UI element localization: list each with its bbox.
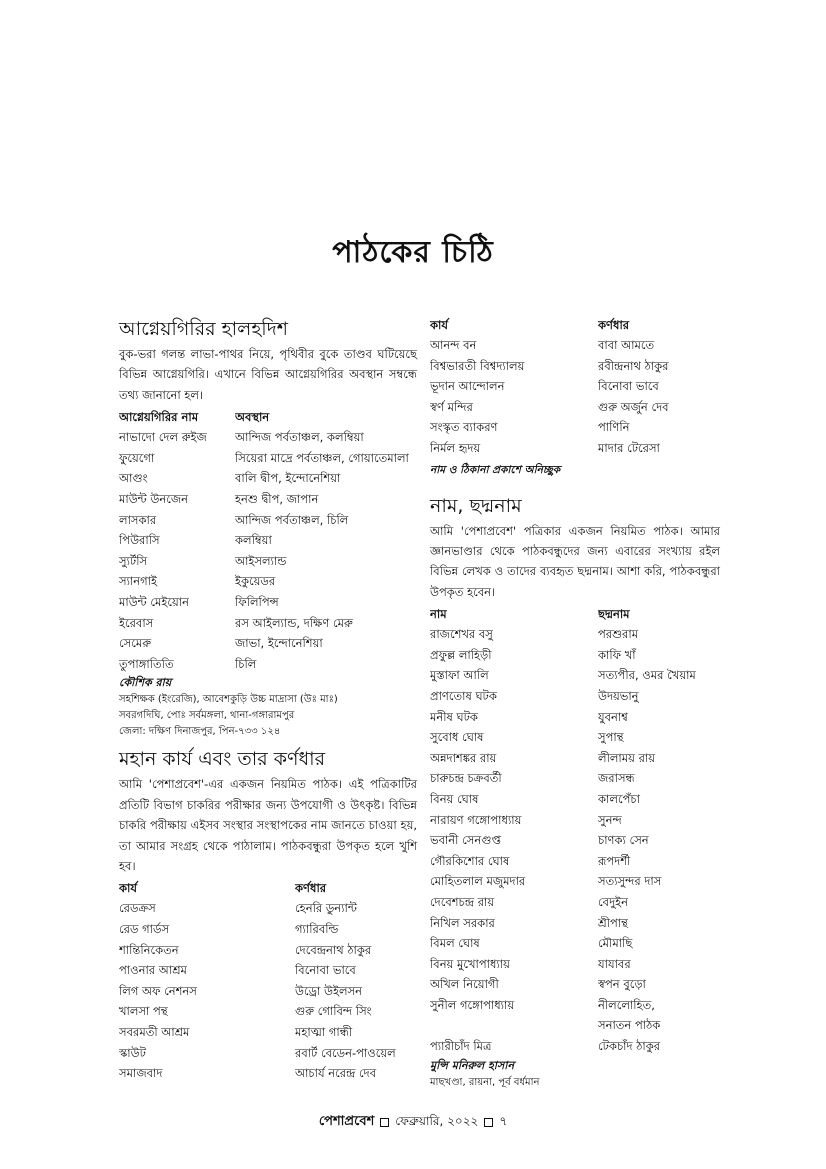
volcano-row: [119, 592, 417, 613]
pen-name-row: [430, 810, 720, 831]
work-row: [119, 1043, 417, 1064]
volcano-name: নাভাদো দেল রুইজ: [119, 430, 207, 445]
separator-box-icon: [484, 1118, 493, 1127]
pen-name-row: [430, 1015, 720, 1036]
real-name: চারুচন্দ্র চক্রবর্তী: [430, 771, 502, 786]
great-works-table-continued: [430, 316, 720, 459]
volcano-name: আগুং: [119, 471, 148, 486]
volcano-location: চিলি: [235, 656, 257, 671]
pen-name: কাফি খাঁ: [598, 647, 636, 662]
work-row: [119, 1063, 417, 1084]
great-works-intro: আমি 'পেশাপ্রবেশ'-এর একজন নিয়মিত পাঠক। এই পত্রিকাটির প্রতিটি বিভাগ চাকরির পরীক্ষার জন্য উপযোগী ও উৎকৃষ্ট। বিভিন্ন চাকরি পরীক্ষায় এইসব সংস্থার সংস্থাপকের নাম জানতে চাওয়া হয়, তা আমার সংগ্রহ থেকে পাঠালাম। পাঠকবন্ধুরা উপকৃত হলে খুশি হব।: [119, 777, 417, 873]
pen-name-row: [430, 954, 720, 975]
page-footer: [0, 1112, 826, 1133]
letter-great-works: [119, 746, 417, 1083]
real-name: নারায়ণ গঙ্গোপাধ্যায়: [430, 812, 522, 827]
real-name: ভবানী সেনগুপ্ত: [430, 833, 501, 848]
real-name: সুবোধ ঘোষ: [430, 730, 484, 745]
volcano-heading: আগ্নেয়গিরির হালহদিশ: [119, 318, 288, 340]
volcano-name: সেমেরু: [119, 636, 152, 651]
volcano-table-header: [119, 408, 417, 427]
volcano-table: [119, 408, 417, 674]
volcano-name: মাউন্ট উনজেন: [119, 492, 188, 506]
work-leader: পাণিনি: [598, 420, 630, 435]
page-number: ৭: [499, 1113, 508, 1128]
col-header-work: কার্য: [430, 318, 449, 332]
letter-volcano: [119, 316, 417, 740]
real-name: মনীষ ঘটক: [430, 709, 478, 724]
work-name: পাওনার আশ্রম: [119, 963, 187, 978]
volcano-author: কৌশিক রায়: [119, 676, 172, 690]
pen-name-row: [430, 686, 720, 707]
volcano-name: পিউরাসি: [119, 533, 160, 548]
volcano-row: [119, 427, 417, 448]
magazine-name: পেশাপ্রবেশ: [318, 1114, 375, 1129]
work-leader: দেবেন্দ্রনাথ ঠাকুর: [295, 942, 372, 957]
work-name: রেড গার্ডস: [119, 921, 170, 936]
volcano-row: [119, 510, 417, 531]
work-leader: রবীন্দ্রনাথ ঠাকুর: [598, 358, 669, 373]
work-row: [430, 356, 720, 377]
pen-name: যুবনাশ্ব: [598, 709, 628, 724]
volcano-name: তুপাঙ্গাতিতি: [119, 656, 174, 671]
real-name: বিনয় মুখোপাধ্যায়: [430, 956, 510, 971]
great-works-heading: মহান কার্য এবং তার কর্ণধার: [119, 748, 326, 771]
great-works-note: নাম ও ঠিকানা প্রকাশে অনিচ্ছুক: [430, 463, 561, 476]
work-name: নির্মল হৃদয়: [430, 440, 481, 455]
col-header-leader: কর্ণধার: [598, 318, 630, 332]
work-name: শান্তিনিকেতন: [119, 942, 179, 957]
col-header-pen-name: ছদ্মনাম: [598, 607, 630, 622]
work-leader: বাবা আমতে: [598, 338, 655, 352]
volcano-location: আন্দিজ পর্বতাঞ্চল, কলম্বিয়া: [235, 430, 364, 445]
col-header-location: অবস্থান: [235, 410, 270, 425]
real-name: নিখিল সরকার: [430, 915, 495, 930]
volcano-location: হনশু দ্বীপ, জাপান: [235, 492, 319, 506]
real-name: সুনীল গঙ্গোপাধ্যায়: [430, 997, 515, 1012]
real-name: প্রফুল্ল লাহিড়ী: [430, 647, 492, 662]
volcano-location: আইসল্যান্ড: [235, 553, 287, 568]
volcano-intro: বুক-ভরা গলন্ত লাভা-পাথর নিয়ে, পৃথিবীর বুকে তাণ্ডব ঘটিয়েছে বিভিন্ন আগ্নেয়গিরি। এখানে বিভিন্ন আগ্নেয়গিরির অবস্থান সম্বন্ধে তথ্য জানানো হল।: [119, 347, 417, 402]
pen-name: চাণক্য সেন: [598, 833, 649, 848]
work-row: [119, 1001, 417, 1022]
work-row: [430, 417, 720, 438]
pen-name-row: [430, 624, 720, 645]
real-name: মুস্তাফা আলি: [430, 668, 489, 683]
pen-name: রূপদর্শী: [598, 853, 631, 868]
right-column: [430, 316, 720, 1091]
volcano-name: স্যুর্টসি: [119, 553, 148, 568]
pen-name: জরাসন্ধ: [598, 771, 635, 786]
great-works-table-header-continued: [430, 316, 720, 335]
work-leader: বিনোবা ভাবে: [598, 379, 659, 394]
work-leader: রবার্ট বেডেন-পাওয়েল: [295, 1045, 396, 1060]
volcano-name: মাউন্ট মেইয়োন: [119, 594, 190, 609]
work-row: [430, 397, 720, 418]
work-row: [430, 438, 720, 459]
pen-name: সত্যসুন্দর দাস: [598, 874, 662, 889]
pen-name: কালপেঁচা: [598, 791, 640, 806]
real-name: মোহিতলাল মজুমদার: [430, 874, 526, 889]
pen-names-table: [430, 605, 720, 1056]
volcano-location: রস আইল্যান্ড, দক্ষিণ মেরু: [235, 615, 353, 630]
issue-date: ফেব্রুয়ারি, ২০২২: [395, 1113, 479, 1128]
volcano-location: কলম্বিয়া: [235, 533, 272, 548]
pen-name-row: [430, 913, 720, 934]
volcano-row: [119, 654, 417, 675]
work-name: আনন্দ বন: [430, 338, 477, 352]
pen-name: বেদুইন: [598, 894, 628, 909]
volcano-address-line: সহশিক্ষক (ইংরেজি), আবেশকুড়ি উচ্চ মাদ্রাসা (উঃ মাঃ): [119, 694, 338, 706]
pen-name: পরশুরাম: [598, 627, 639, 642]
pen-name: মৌমাছি: [598, 936, 633, 951]
real-name: গৌরকিশোর ঘোষ: [430, 853, 510, 868]
left-column: [119, 316, 417, 1084]
pen-names-address: মাছখণ্ডা, রায়না, পূর্ব বর্ধমান: [430, 1076, 540, 1088]
work-row: [119, 919, 417, 940]
pen-name-row: [430, 645, 720, 666]
work-name: ভূদান আন্দোলন: [430, 379, 505, 394]
pen-name-row: [430, 748, 720, 769]
pen-name: সনাতন পাঠক: [598, 1018, 661, 1033]
work-name: খালসা পন্থ: [119, 1004, 168, 1019]
pen-name-row: [430, 665, 720, 686]
work-name: সবরমতী আশ্রম: [119, 1024, 190, 1039]
volcano-name: ইরেবাস: [119, 615, 154, 630]
volcano-address-line: জেলা: দক্ষিণ দিনাজপুর, পিন-৭৩৩ ১২৪: [119, 726, 281, 738]
pen-name: স্বপন বুড়ো: [598, 977, 646, 992]
volcano-address-line: সবরগদিঘি, পোঃ সর্বমঙ্গলা, থানা-গঙ্গারামপুর: [119, 710, 295, 722]
pen-name: সুনন্দ: [598, 812, 622, 827]
work-leader: আচার্য নরেন্দ্র দেব: [295, 1066, 377, 1081]
pen-name-row: [430, 892, 720, 913]
work-row: [119, 1022, 417, 1043]
work-row: [430, 335, 720, 356]
work-name: স্কাউট: [119, 1045, 146, 1060]
real-name: রাজশেখর বসু: [430, 627, 493, 642]
great-works-table: [119, 879, 417, 1083]
work-leader: হেনরি ডুন্যান্ট: [295, 901, 357, 916]
pen-name: লীলাময় রায়: [598, 750, 656, 765]
real-name: দেবেশচন্দ্র রায়: [430, 894, 495, 909]
volcano-location: আন্দিজ পর্বতাঞ্চল, চিলি: [235, 512, 349, 527]
work-row: [119, 960, 417, 981]
pen-names-intro: আমি 'পেশাপ্রবেশ' পত্রিকার একজন নিয়মিত পাঠক। আমার জ্ঞানভাণ্ডার থেকে পাঠকবন্ধুদের জন্য এবারের সংখ্যায় রইল বিভিন্ন লেখক ও তাদের ব্যবহৃত ছদ্মনাম। আশা করি, পাঠকবন্ধুরা উপকৃত হবেন।: [430, 523, 720, 599]
volcano-location: ইকুয়েডর: [235, 574, 276, 589]
volcano-row: [119, 633, 417, 654]
pen-name: নীললোহিত,: [598, 997, 655, 1012]
volcano-row: [119, 613, 417, 634]
work-row: [119, 940, 417, 961]
real-name: অখিল নিয়োগী: [430, 977, 499, 992]
col-header-volcano-name: আগ্নেয়গিরির নাম: [119, 410, 199, 425]
pen-names-author: মুন্সি মনিরুল হাসান: [430, 1058, 515, 1072]
volcano-row: [119, 448, 417, 469]
volcano-row: [119, 571, 417, 592]
volcano-row: [119, 530, 417, 551]
pen-name: টেকচাঁদ ঠাকুর: [598, 1039, 661, 1054]
page-title: পাঠকের চিঠি: [332, 235, 494, 270]
work-row: [119, 898, 417, 919]
volcano-row: [119, 489, 417, 510]
work-leader: উড্রো উইলসন: [295, 983, 362, 998]
great-works-table-header: [119, 879, 417, 898]
pen-name-row: [430, 707, 720, 728]
pen-name-row: [430, 727, 720, 748]
real-name: প্রাণতোষ ঘটক: [430, 688, 497, 703]
work-name: সমাজবাদ: [119, 1066, 163, 1081]
work-leader: মহাত্মা গান্ধী: [295, 1024, 353, 1039]
pen-name-row: [430, 830, 720, 851]
work-name: লিগ অফ নেশনস: [119, 983, 197, 998]
pen-name-row: [430, 768, 720, 789]
work-leader: গ্যারিবল্ডি: [295, 921, 339, 936]
pen-name-row: [430, 933, 720, 954]
pen-name: উদয়ভানু: [598, 688, 639, 703]
real-name: অন্নদাশঙ্কর রায়: [430, 750, 497, 765]
work-row: [119, 981, 417, 1002]
pen-name-row: [430, 871, 720, 892]
pen-name: শ্রীপান্থ: [598, 915, 628, 930]
volcano-name: ফুয়েগো: [119, 450, 155, 465]
work-leader: গুরু গোবিন্দ সিং: [295, 1004, 372, 1019]
pen-name: সত্যপীর, ওমর খৈয়াম: [598, 668, 696, 683]
col-header-name: নাম: [430, 607, 447, 622]
letter-pen-names: [430, 493, 720, 1091]
real-name: প্যারীচাঁদ মিত্র: [430, 1039, 492, 1054]
pen-names-heading: নাম, ছদ্মনাম: [430, 494, 522, 517]
real-name: বিনয় ঘোষ: [430, 791, 479, 806]
work-leader: গুরু অর্জুন দেব: [598, 399, 669, 414]
volcano-location: ফিলিপিন্স: [235, 594, 279, 609]
col-header-leader: কর্ণধার: [295, 881, 327, 896]
volcano-row: [119, 468, 417, 489]
work-name: বিশ্বভারতী বিশ্বদ্যালয়: [430, 358, 525, 373]
pen-name-row: [430, 851, 720, 872]
col-header-work: কার্য: [119, 881, 138, 896]
volcano-location: জাভা, ইন্দোনেশিয়া: [235, 636, 323, 651]
work-row: [430, 376, 720, 397]
pen-name-row: [430, 789, 720, 810]
volcano-name: লাসকার: [119, 512, 157, 527]
work-name: রেডক্রস: [119, 901, 156, 916]
real-name: [430, 1015, 598, 1036]
pen-name-row: [430, 1036, 720, 1057]
pen-name-row: [430, 974, 720, 995]
separator-box-icon: [380, 1118, 389, 1127]
volcano-row: [119, 551, 417, 572]
pen-names-table-header: [430, 605, 720, 624]
volcano-location: বালি দ্বীপ, ইন্দোনেশিয়া: [235, 471, 341, 486]
volcano-location: সিয়েরা মাদ্রে পর্বতাঞ্চল, গোয়াতেমালা: [235, 450, 409, 465]
volcano-name: স্যানগাই: [119, 574, 157, 589]
work-name: সংস্কৃত ব্যাকরণ: [430, 420, 498, 435]
pen-name-row: [430, 995, 720, 1016]
work-leader: বিনোবা ভাবে: [295, 963, 356, 978]
work-name: স্বর্ণ মন্দির: [430, 399, 473, 414]
work-leader: মাদার টেরেসা: [598, 440, 660, 455]
real-name: বিমল ঘোষ: [430, 936, 480, 951]
pen-name: যাযাবর: [598, 956, 631, 971]
pen-name: সুপান্থ: [598, 730, 624, 745]
